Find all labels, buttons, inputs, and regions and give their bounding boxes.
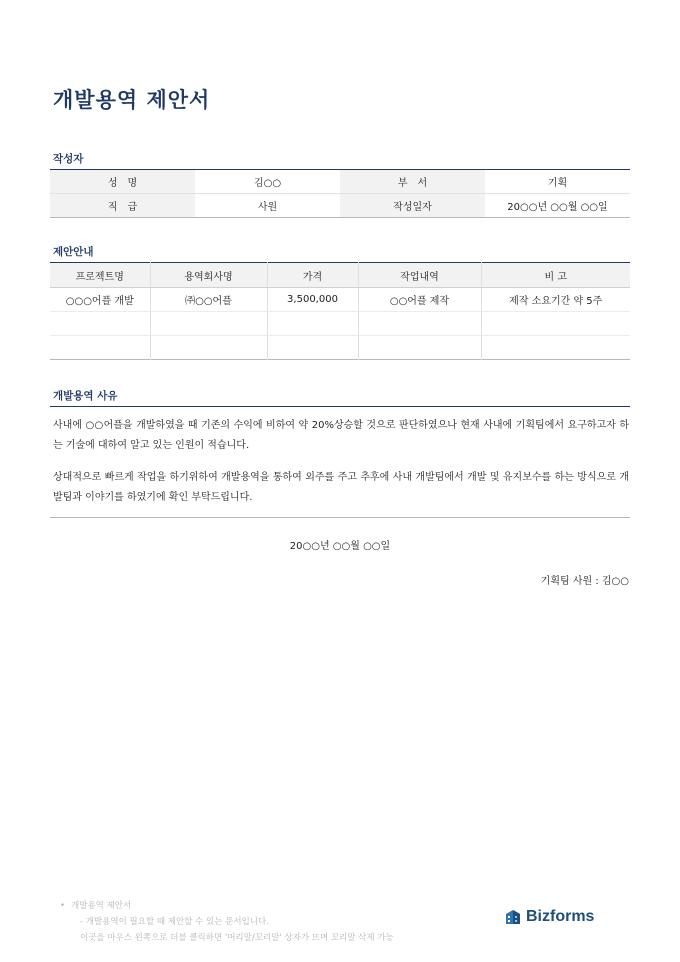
table-row bbox=[50, 336, 630, 360]
bizforms-logo bbox=[504, 908, 594, 926]
footer-note[interactable] bbox=[60, 898, 394, 946]
department-label: 부 서 bbox=[340, 170, 485, 194]
brand-name: Bizforms bbox=[526, 908, 595, 925]
table-cell: ㈜○○어플 bbox=[150, 288, 267, 312]
table-cell bbox=[50, 312, 150, 336]
table-cell bbox=[50, 336, 150, 360]
table-row bbox=[50, 194, 630, 218]
author-section-label: 작성자 bbox=[53, 153, 84, 165]
table-cell: 3,500,000 bbox=[267, 288, 358, 312]
table-cell: ○○어플 제작 bbox=[358, 288, 481, 312]
footer-title: • 개발용역 제안서 bbox=[60, 898, 394, 914]
author-table bbox=[50, 169, 630, 218]
signature: 기획팀 사원 : 김○○ bbox=[540, 576, 629, 587]
position-value: 사원 bbox=[257, 202, 278, 213]
name-label: 성 명 bbox=[50, 170, 195, 194]
building-icon bbox=[504, 908, 522, 926]
reason-paragraph: 상대적으로 빠르게 작업을 하기위하여 개발용역을 통하여 외주를 주고 추후에 사내 개발팀에서 개발 및 유지보수를 하는 방식으로 개발팀과 이야기를 하였기에 확인 부탁드립니다. bbox=[53, 472, 629, 503]
table-cell bbox=[358, 336, 481, 360]
section-divider bbox=[50, 517, 630, 518]
created-date-label: 작성일자 bbox=[340, 194, 485, 218]
reason-body bbox=[53, 416, 629, 520]
table-cell bbox=[481, 312, 630, 336]
table-cell bbox=[267, 312, 358, 336]
table-row bbox=[50, 288, 630, 312]
column-header: 가격 bbox=[267, 263, 358, 288]
table-row bbox=[50, 170, 630, 194]
column-header: 비 고 bbox=[481, 263, 630, 288]
table-cell bbox=[150, 336, 267, 360]
department-value: 기획 bbox=[485, 170, 630, 194]
section-divider bbox=[50, 406, 630, 407]
table-cell: ○○○어플 개발 bbox=[50, 288, 150, 312]
column-header: 작업내역 bbox=[358, 263, 481, 288]
table-cell bbox=[358, 312, 481, 336]
column-header: 프로젝트명 bbox=[50, 263, 150, 288]
reason-paragraph: 사내에 ○○어플을 개발하였을 때 기존의 수익에 비하여 약 20%상승할 것으로 판단하였으나 현재 사내에 기획팀에서 요구하고자 하는 기술에 대하여 알고 있는 인원이 적습니다. bbox=[53, 420, 629, 451]
table-cell: 제작 소요기간 약 5주 bbox=[481, 288, 630, 312]
proposal-section-label: 제안안내 bbox=[53, 246, 94, 258]
footer-hint: 이곳을 마우스 왼쪽으로 더블 클릭하면 '머리말/꼬리말' 상자가 뜨며 꼬리말 삭제 가능 bbox=[80, 933, 394, 943]
created-date-value: 20○○년 ○○월 ○○일 bbox=[507, 202, 608, 213]
position-label: 직 급 bbox=[50, 194, 195, 218]
document-title: 개발용역 제안서 bbox=[53, 88, 211, 112]
reason-section-label: 개발용역 사유 bbox=[53, 390, 118, 402]
footer-description: - 개발용역이 필요할 때 제안할 수 있는 문서입니다. bbox=[80, 917, 269, 927]
proposal-table bbox=[50, 262, 630, 360]
table-header-row bbox=[50, 263, 630, 288]
document-date: 20○○년 ○○월 ○○일 bbox=[289, 541, 391, 552]
table-cell bbox=[267, 336, 358, 360]
table-cell bbox=[481, 336, 630, 360]
name-value: 김○○ bbox=[195, 170, 340, 194]
table-row bbox=[50, 312, 630, 336]
column-header: 용역회사명 bbox=[150, 263, 267, 288]
table-cell bbox=[150, 312, 267, 336]
